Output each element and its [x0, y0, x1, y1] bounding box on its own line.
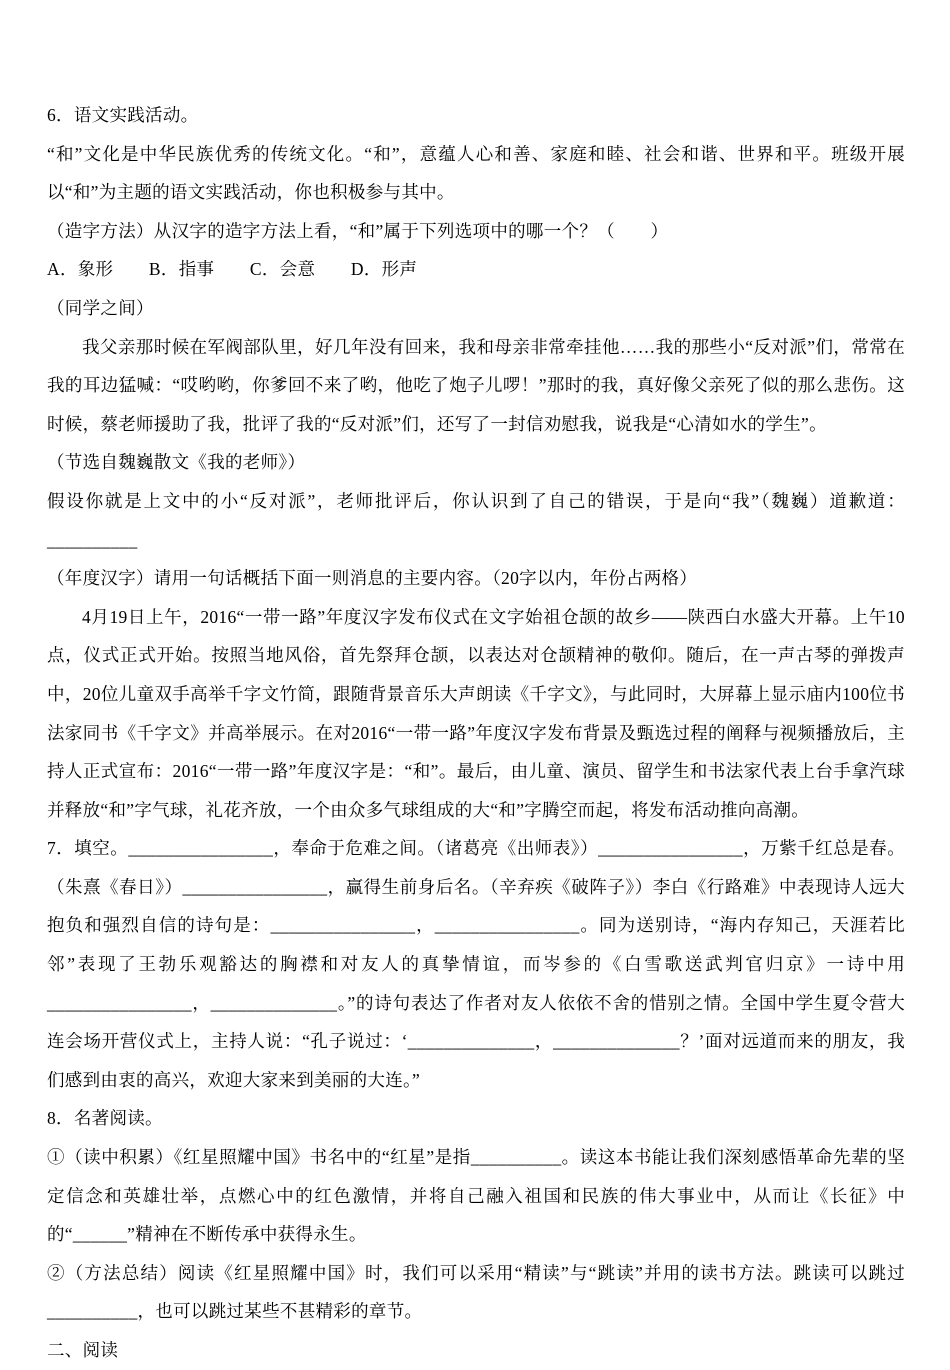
- question-6-apology-prompt: 假设你就是上文中的小“反对派”，老师批评后，你认识到了自己的错误，于是向“我”（魏巍）道歉道：__________: [47, 490, 905, 550]
- question-8-item-1: ①（读中积累）《红星照耀中国》书名中的“红星”是指__________。读这本书能让我们深刻感悟革命先辈的坚定信念和英雄壮举，点燃心中的红色激情，并将自己融入祖国和民族的伟大事业中，从而让《长征》中的“______”精神在不断传承中获得永生。: [47, 1147, 905, 1245]
- question-6-excerpt-source: （节选自魏巍散文《我的老师》）: [47, 452, 306, 473]
- question-8-item-2: ②（方法总结）阅读《红星照耀中国》时，我们可以采用“精读”与“跳读”并用的读书方法。跳读可以跳过__________，也可以跳过某些不甚精彩的章节。: [47, 1262, 905, 1322]
- question-6-excerpt-passage: 我父亲那时候在军阀部队里，好几年没有回来，我和母亲非常牵挂他……我的那些小“反对派”们，常常在我的耳边猛喊：“哎哟哟，你爹回不来了哟，他吃了炮子儿啰！”那时的我，真好像父亲死了似的那么悲伤。这时候，蔡老师援助了我，批评了我的“反对派”们，还写了一封信劝慰我，说我是“心清如水的学生”。: [47, 336, 905, 434]
- question-6-intro: “和”文化是中华民族优秀的传统文化。“和”，意蕴人心和善、家庭和睦、社会和谐、世界和平。班级开展以“和”为主题的语文实践活动，你也积极参与其中。: [47, 143, 905, 203]
- question-6-title: 6．语文实践活动。: [47, 105, 199, 125]
- question-6-tongxue-label: （同学之间）: [47, 297, 154, 318]
- question-6-news-passage: 4月19日上午，2016“一带一路”年度汉字发布仪式在文字始祖仓颉的故乡——陕西白水盛大开幕。上午10点，仪式正式开始。按照当地风俗，首先祭拜仓颉，以表达对仓颉精神的敬仰。随后，在一声古琴的弹拨声中，20位儿童双手高举千字文竹简，跟随背景音乐大声朗读《千字文》，与此同时，大屏幕上显示庙内100位书法家同书《千字文》并高举展示。在对2016“一带一路”年度汉字发布背景及甄选过程的阐释与视频播放后，主持人正式宣布：2016“一带一路”年度汉字是：“和”。最后，由儿童、演员、留学生和书法家代表上台手拿汽球并释放“和”字气球，礼花齐放，一个由众多气球组成的大“和”字腾空而起，将发布活动推向高潮。: [47, 606, 905, 820]
- question-7-fill-blanks: 7．填空。________________，奉命于危难之间。（诸葛亮《出师表》）________________，万紫千红总是春。（朱熹《春日》）________________，赢得生前身后名。（辛弃疾《破阵子》）李白《行路难》中表现诗人远大抱负和强烈自信的诗句是：________________，________________。同为送别诗，“海内存知己，天涯若比邻”表现了王勃乐观豁达的胸襟和对友人的真挚情谊，而岑参的《白雪歌送武判官归京》一诗中用________________，______________。”的诗句表达了作者对友人依依不舍的惜别之情。全国中学生夏令营大连会场开营仪式上，主持人说：“孔子说过：‘______________，______________？’面对远道而来的朋友，我们感到由衷的高兴，欢迎大家来到美丽的大连。”: [47, 838, 905, 1090]
- question-8-title: 8．名著阅读。: [47, 1108, 163, 1129]
- question-6-zaozi-prompt: （造字方法）从汉字的造字方法上看，“和”属于下列选项中的哪一个？（ ）: [47, 220, 669, 241]
- section-2-reading-header: 二、阅读: [47, 1340, 119, 1360]
- question-6-choices: A．象形 B．指事 C．会意 D．形声: [47, 259, 418, 280]
- question-6-niandu-hanzi-prompt: （年度汉字）请用一句话概括下面一则消息的主要内容。（20字以内，年份占两格）: [47, 568, 698, 589]
